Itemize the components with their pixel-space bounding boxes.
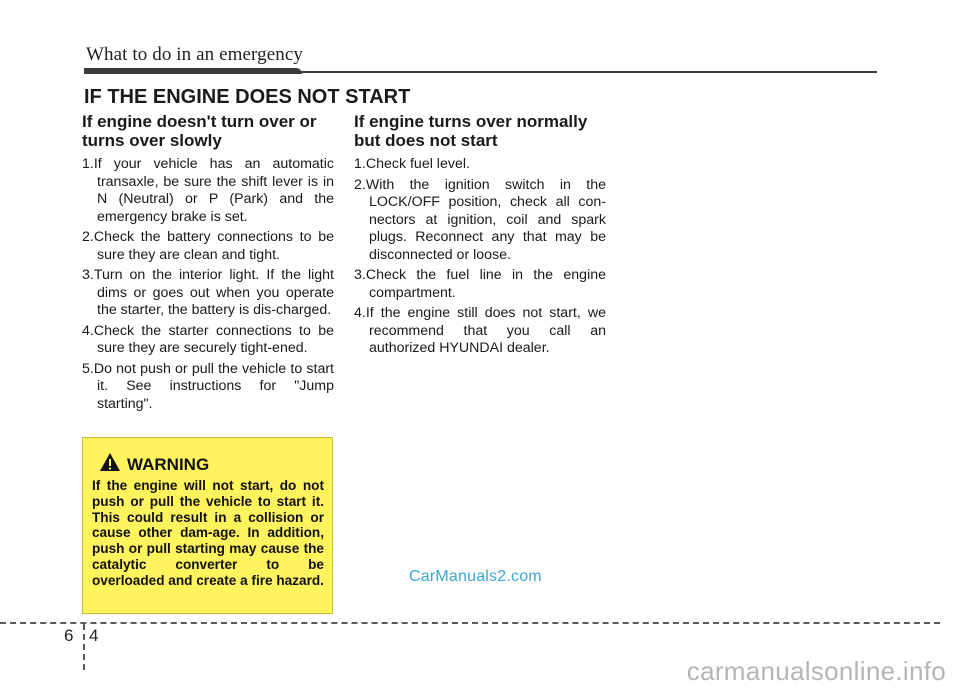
footer-dashed-rule — [0, 622, 940, 624]
left-step-1: 1.If your vehicle has an automatic transaxle, be sure the shift lever is in N (Neutral) or P (Park) and the emergency brake is set. — [82, 156, 334, 225]
right-subtitle-line-1: If engine turns over normally — [354, 112, 588, 131]
running-header-title: What to do in an emergency — [86, 44, 303, 65]
left-subtitle-line-1: If engine doesn't turn over or — [82, 112, 317, 131]
header-rule-thin — [84, 71, 877, 73]
left-subtitle-line-2: turns over slowly — [82, 131, 222, 150]
left-step-3: 3.Turn on the interior light. If the light dims or goes out when you operate the starter, the battery is dis-charged. — [82, 267, 334, 318]
left-step-2: 2.Check the battery connections to be sure they are clean and tight. — [82, 229, 334, 263]
right-step-1: 1.Check fuel level. — [354, 156, 470, 172]
left-step-4: 4.Check the starter connections to be sure they are securely tight-ened. — [82, 322, 334, 356]
section-title: IF THE ENGINE DOES NOT START — [84, 86, 411, 108]
right-subtitle — [354, 112, 606, 150]
right-step-4: 4.If the engine still does not start, we recommend that you call an authorized HYUNDAI dealer. — [354, 305, 606, 356]
right-column — [354, 112, 606, 361]
right-steps-list — [354, 156, 606, 358]
warning-box — [82, 437, 333, 614]
chapter-number: 6 — [64, 626, 74, 645]
warning-header — [99, 452, 209, 477]
left-steps-list — [82, 156, 334, 413]
right-step-2: 2.With the ignition switch in the LOCK/OFF position, check all con-nectors at ignition, coil and spark plugs. Reconnect any that may be disconnected or loose. — [354, 176, 606, 263]
left-step-5: 5.Do not push or pull the vehicle to start it. See instructions for "Jump starting". — [82, 360, 334, 412]
left-column — [82, 112, 334, 416]
warning-title: WARNING — [127, 454, 210, 474]
watermark-carmanuals2[interactable]: CarManuals2.com — [409, 568, 542, 585]
warning-text: If the engine will not start, do not push or pull the vehicle to start it. This could result in a collision or cause other dam-age. In addition, push or pull starting may cause the catalytic converter to be overloaded and create a fire hazard. — [92, 478, 324, 588]
warning-triangle-icon — [99, 452, 127, 477]
left-subtitle — [82, 112, 334, 150]
right-subtitle-line-2: but does not start — [354, 131, 498, 150]
right-step-3: 3.Check the fuel line in the engine compartment. — [354, 267, 606, 301]
watermark-carmanualsonline[interactable]: carmanualsonline.info — [686, 656, 946, 686]
footer-vertical-rule — [83, 624, 85, 670]
page-number: 4 — [89, 626, 99, 645]
